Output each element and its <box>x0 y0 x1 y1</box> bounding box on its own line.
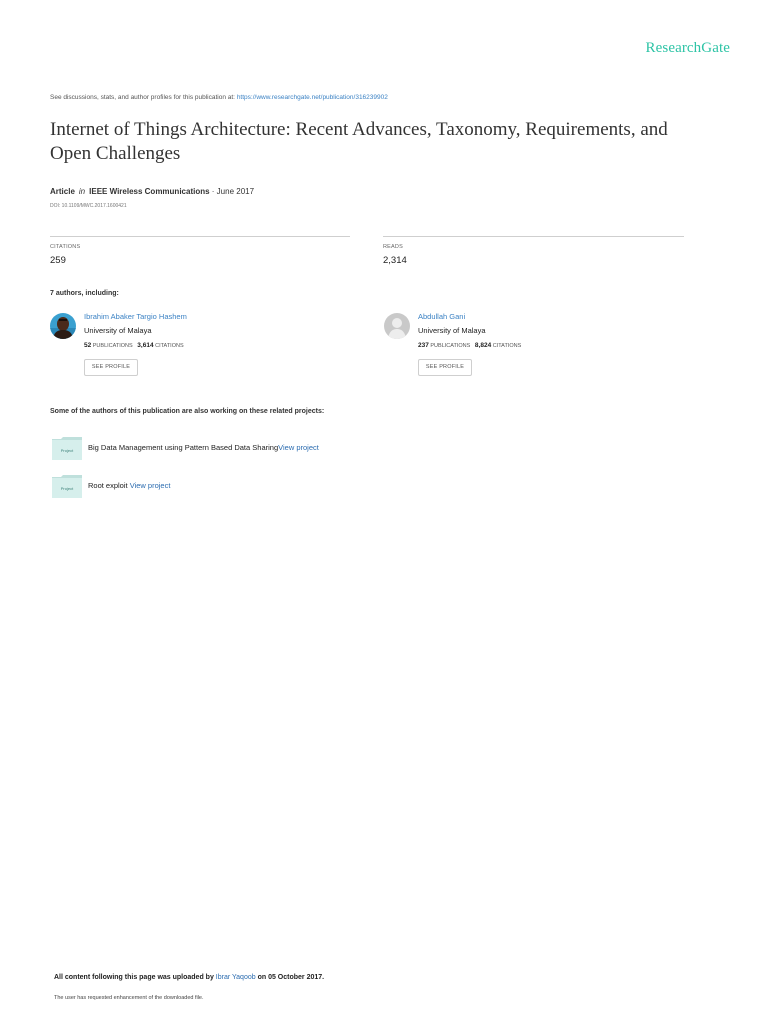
author-1-citations-count: 3,614 <box>137 342 154 349</box>
author-2-citations-label: CITATIONS <box>492 343 522 349</box>
project-2-icon-label: Project <box>60 486 74 491</box>
author-1-stats <box>84 342 184 349</box>
uploaded-note <box>54 974 324 981</box>
article-type: Article <box>50 187 75 196</box>
avatar-author-1[interactable] <box>50 313 76 339</box>
project-1-view-link[interactable]: View project <box>278 443 319 452</box>
author-1-publications-count: 52 <box>84 342 92 349</box>
project-2 <box>88 481 170 490</box>
citations-divider <box>50 236 350 237</box>
project-1-icon-label: Project <box>60 448 74 453</box>
author-photo-icon <box>50 313 76 339</box>
doi: DOI: 10.1109/MWC.2017.1600421 <box>50 203 127 209</box>
reads-value: 2,314 <box>383 255 407 266</box>
uploaded-prefix: All content following this page was uploaded by <box>54 974 214 981</box>
project-1 <box>88 443 319 452</box>
enhancement-note: The user has requested enhancement of the downloaded file. <box>54 995 204 1001</box>
projects-heading: Some of the authors of this publication are also working on these related projects: <box>50 408 325 415</box>
project-folder-icon <box>52 436 82 460</box>
default-user-icon <box>384 313 410 339</box>
project-folder-icon <box>52 474 82 498</box>
uploaded-suffix: on 05 October 2017. <box>257 974 325 981</box>
publication-meta <box>50 187 254 196</box>
reads-divider <box>383 236 684 237</box>
citations-label: CITATIONS <box>50 244 81 250</box>
author-2-name[interactable]: Abdullah Gani <box>418 312 466 321</box>
uploader-link[interactable]: Ibrar Yaqoob <box>215 974 256 981</box>
author-2-publications-count: 237 <box>418 342 429 349</box>
reads-label: READS <box>383 244 403 250</box>
publication-date: · June 2017 <box>211 187 255 196</box>
authors-heading: 7 authors, including: <box>50 290 119 297</box>
project-2-view-link[interactable]: View project <box>129 481 171 490</box>
citations-value: 259 <box>50 255 66 266</box>
author-2-institution: University of Malaya <box>418 326 486 335</box>
see-profile-button-author-1[interactable]: SEE PROFILE <box>84 359 138 376</box>
project-2-name: Root exploit <box>88 481 128 490</box>
author-2-stats <box>418 342 521 349</box>
author-1-publications-label: PUBLICATIONS <box>92 343 133 349</box>
researchgate-logo[interactable]: ResearchGate <box>645 40 730 56</box>
discussion-prefix: See discussions, stats, and author profiles for this publication at: <box>50 94 235 101</box>
discussion-line <box>50 94 388 101</box>
publication-url-link[interactable]: https://www.researchgate.net/publication/316239902 <box>236 94 388 101</box>
author-2-citations-count: 8,824 <box>474 342 492 349</box>
journal-name[interactable]: IEEE Wireless Communications <box>89 187 210 196</box>
project-1-name: Big Data Management using Pattern Based Data Sharing <box>88 443 279 452</box>
avatar-author-2[interactable] <box>384 313 410 339</box>
publication-title: Internet of Things Architecture: Recent Advances, Taxonomy, Requirements, and Open Challenges <box>50 119 668 164</box>
in-word: in <box>78 187 86 196</box>
author-1-citations-label: CITATIONS <box>155 343 184 349</box>
author-1-name[interactable]: Ibrahim Abaker Targio Hashem <box>84 312 187 321</box>
author-2-publications-label: PUBLICATIONS <box>430 343 471 349</box>
see-profile-button-author-2[interactable]: SEE PROFILE <box>418 359 472 376</box>
author-1-institution: University of Malaya <box>84 326 152 335</box>
